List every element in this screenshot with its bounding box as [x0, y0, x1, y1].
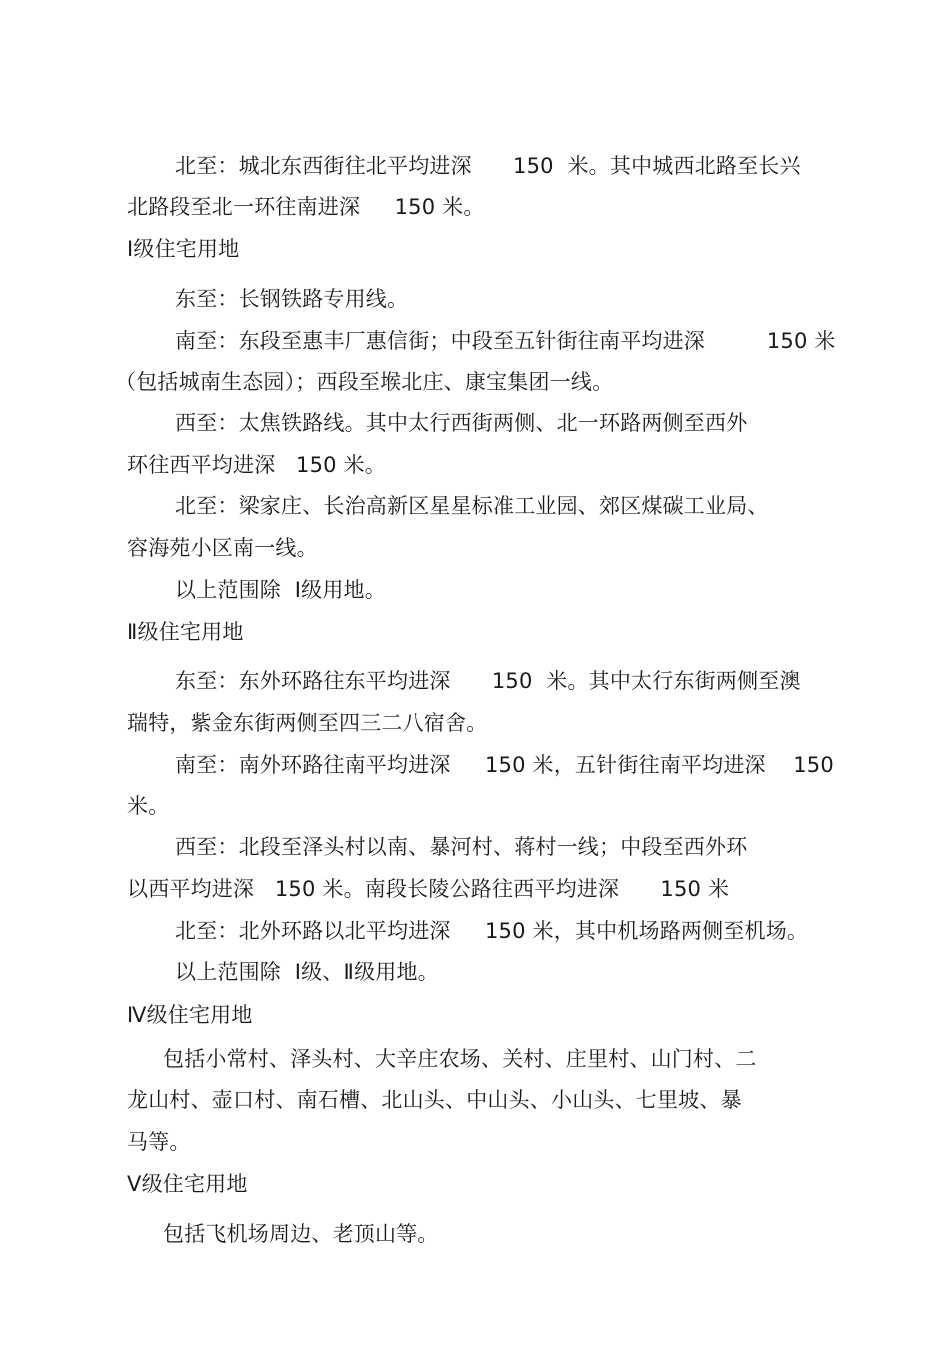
paragraph-south-line-3: 南至：南外环路往南平均进深 150 米，五针街往南平均进深 150 [175, 753, 834, 777]
paragraph-east-line-1: 东至：长钢铁路专用线。 [175, 287, 409, 311]
section-heading-level-4: Ⅳ级住宅用地 [127, 1003, 253, 1027]
paragraph-level-4-line-3: 马等。 [127, 1130, 191, 1154]
paragraph-west-line-1: 西至：太焦铁路线。其中太行西街两侧、北一环路两侧至西外 [175, 411, 748, 435]
paragraph-south-line-4: 米。 [127, 794, 170, 818]
paragraph-level-4-line-1: 包括小常村、泽头村、大辛庄农场、关村、庄里村、山门村、二 [163, 1047, 757, 1071]
paragraph-exclusion-1: 以上范围除 Ⅰ级用地。 [175, 578, 386, 602]
paragraph-north-line-5: 北至：北外环路以北平均进深 150 米，其中机场路两侧至机场。 [175, 919, 809, 943]
paragraph-north-line-4: 容海苑小区南一线。 [127, 536, 318, 560]
paragraph-exclusion-2: 以上范围除 Ⅰ级、Ⅱ级用地。 [175, 960, 439, 984]
paragraph-east-line-3: 瑞特，紫金东街两侧至四三二八宿舍。 [127, 711, 488, 735]
paragraph-north-line-1: 北至：城北东西街往北平均进深 150 米。其中城西北路至长兴 [175, 154, 801, 178]
paragraph-west-line-3: 西至：北段至泽头村以南、暴河村、蒋村一线；中段至西外环 [175, 835, 748, 859]
paragraph-south-line-1: 南至：东段至惠丰厂惠信街；中段至五针街往南平均进深 150 米 [175, 329, 836, 353]
paragraph-east-line-2: 东至：东外环路往东平均进深 150 米。其中太行东街两侧至澳 [175, 669, 801, 693]
paragraph-west-line-2: 环往西平均进深 150 米。 [127, 453, 386, 477]
section-heading-level-1: Ⅰ级住宅用地 [127, 237, 240, 261]
paragraph-west-line-4: 以西平均进深 150 米。南段长陵公路往西平均进深 150 米 [127, 877, 730, 901]
paragraph-north-line-2: 北路段至北一环往南进深 150 米。 [127, 195, 485, 219]
paragraph-north-line-3: 北至：梁家庄、长治高新区星星标准工业园、郊区煤碳工业局、 [175, 494, 769, 518]
section-heading-level-5: Ⅴ级住宅用地 [127, 1172, 248, 1196]
paragraph-south-line-2: （包括城南生态园）；西段至堠北庄、康宝集团一线。 [115, 370, 614, 394]
paragraph-level-5-line-1: 包括飞机场周边、老顶山等。 [163, 1222, 439, 1246]
section-heading-level-2: Ⅱ级住宅用地 [127, 620, 244, 644]
paragraph-level-4-line-2: 龙山村、壶口村、南石槽、北山头、中山头、小山头、七里坡、暴 [127, 1088, 742, 1112]
